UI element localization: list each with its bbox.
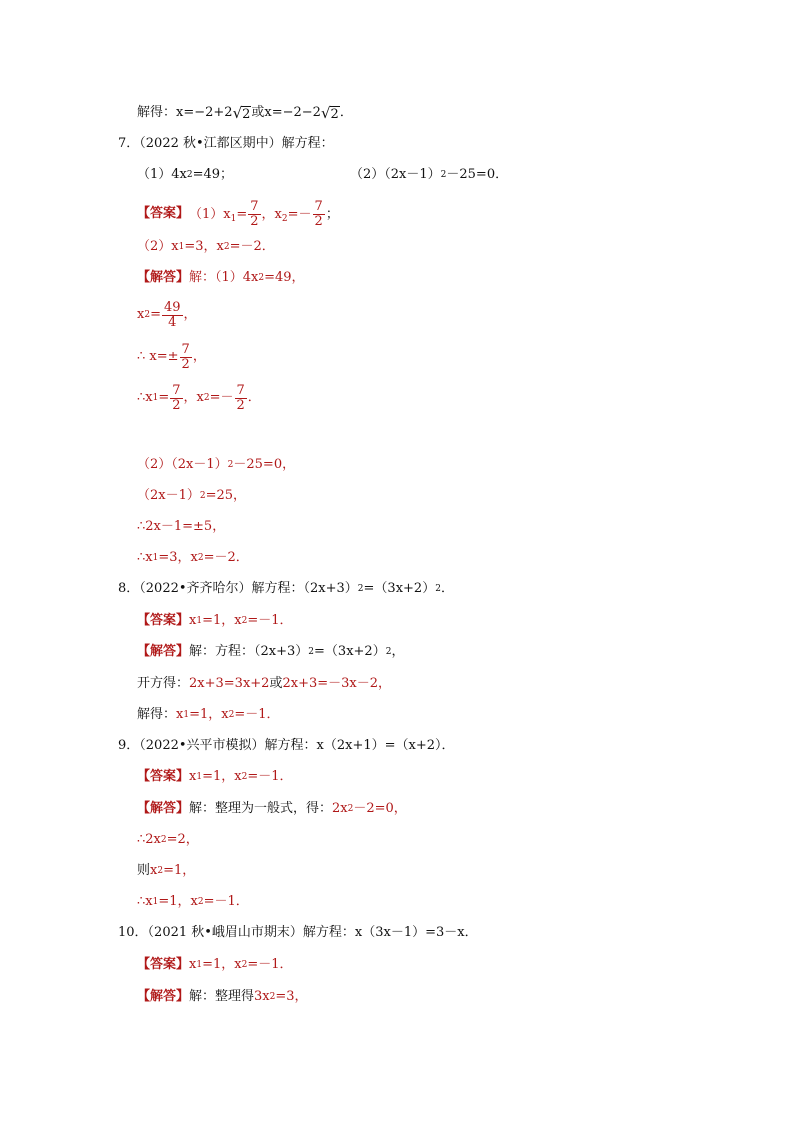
question-8-title: 8．（2022•齐齐哈尔）解方程：（2x+3） 2 =（3x+2） 2 ．: [118, 581, 454, 596]
question-7-answer-2: （2）x 1 =3，x 2 =－2．: [137, 239, 275, 254]
question-7-solution-5: （2）（2x－1） 2 －25=0，: [137, 457, 296, 472]
text: （2）（2x－1）: [350, 167, 441, 182]
question-7-part-1: [137, 165, 233, 185]
question-7-title: [118, 134, 334, 154]
question-7-solution-8: ∴x 1 =3，x 2 =－2．: [137, 550, 249, 565]
solution-tag: 【解答】: [137, 270, 190, 285]
question-7-answer-1: [137, 199, 339, 229]
question-7-solution-1: 【解答】 解：（1）4x 2 =49，: [137, 268, 305, 288]
radicand: 2: [242, 107, 251, 122]
question-8-solution-3: 解得： x 1 =1，x 2 =－1．: [137, 707, 280, 722]
radicand: 2: [330, 107, 339, 122]
superscript: 2: [186, 170, 193, 180]
question-9-solution-3: 则 x 2 =1，: [137, 863, 196, 878]
solution-tag: 【解答】: [137, 644, 190, 659]
superscript: 2: [440, 170, 447, 180]
question-8-solution-1: 【解答】 解：方程：（2x+3） 2 =（3x+2） 2 ，: [137, 642, 404, 662]
answer-expression: $(1)x_1=$ $\frac{7}{2}$ ，$x_2=-$ $\frac{7}{2}$ ；: [189, 198, 339, 229]
answer-tag: 【答案】: [137, 957, 190, 972]
fraction: $\frac{49}{4}$: [163, 299, 181, 330]
solution-line: [137, 103, 353, 123]
question-10-title: 10．（2021 秋•峨眉山市期末）解方程：x（3x－1）=3－x．: [118, 925, 478, 940]
text: =49；: [192, 167, 234, 182]
question-9-solution-4: ∴x 1 =1，x 2 =－1．: [137, 894, 249, 909]
fraction: $\frac{7}{2}$: [250, 198, 259, 229]
text: 解得：x=−2+2: [137, 105, 233, 120]
question-9-solution-1: 【解答】 解：整理为一般式，得： 2x 2 －2=0，: [137, 799, 407, 819]
text: （1）4x: [137, 167, 187, 182]
answer-tag: 【答案】: [137, 769, 190, 784]
sqrt-expression: √ 2: [232, 104, 251, 122]
text: 或x=−2−2: [251, 105, 321, 120]
fraction: $\frac{7}{2}$: [172, 382, 181, 413]
question-10-solution-1: 【解答】 解：整理得 3x 2 =3，: [137, 987, 308, 1007]
question-9-title: 9．（2022•兴平市模拟）解方程：x（2x+1）=（x+2）．: [118, 738, 455, 753]
fraction: $\frac{7}{2}$: [181, 341, 190, 372]
answer-tag: 【答案】: [137, 206, 190, 221]
question-8-answer: 【答案】 x 1 =1，x 2 =－1．: [137, 611, 293, 631]
question-7-solution-3: ∴ x=± $\frac{7}{2}$ ，: [137, 341, 206, 372]
solution-tag: 【解答】: [137, 801, 190, 816]
answer-tag: 【答案】: [137, 613, 190, 628]
question-8-solution-2: 开方得： 2x+3=3x+2 或 2x+3=－3x－2，: [137, 676, 392, 691]
question-9-answer: 【答案】 x 1 =1，x 2 =－1．: [137, 767, 293, 787]
text: －25=0．: [446, 167, 509, 182]
question-7-solution-7: ∴2x－1=±5，: [137, 519, 226, 534]
sqrt-expression: √ 2: [320, 104, 339, 122]
question-7-solution-6: （2x－1） 2 =25，: [137, 488, 247, 503]
question-10-answer: 【答案】 x 1 =1，x 2 =－1．: [137, 955, 293, 975]
question-7-part-2: [350, 165, 508, 185]
solution-tag: 【解答】: [137, 989, 190, 1004]
fraction: $\frac{7}{2}$: [236, 382, 245, 413]
text: 7．（2022 秋•江都区期中）解方程：: [118, 136, 334, 151]
question-9-solution-2: ∴2x 2 =2，: [137, 832, 199, 847]
question-7-solution-2: x 2 = $\frac{49}{4}$ ，: [137, 299, 197, 330]
text: ．: [339, 105, 353, 120]
fraction: $\frac{7}{2}$: [314, 198, 323, 229]
question-7-solution-4: ∴x 1 = $\frac{7}{2}$ ，x 2 =－ $\frac{7}{2}$ ．: [137, 382, 261, 413]
